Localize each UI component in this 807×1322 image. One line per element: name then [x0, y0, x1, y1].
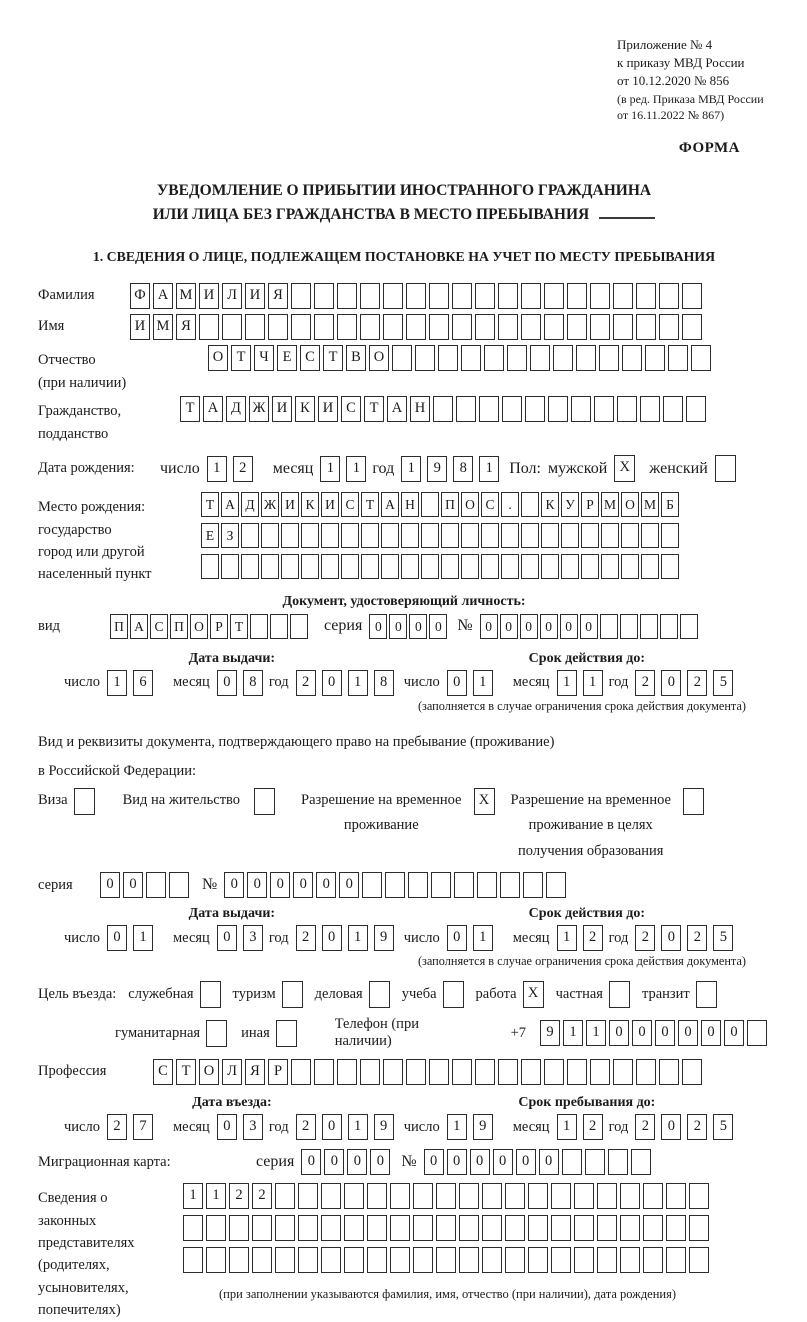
stay-until-year-cells[interactable]: 2 0 2 5	[635, 1114, 739, 1140]
birth-date-label: Дата рождения:	[38, 460, 135, 477]
purpose-option-other: иная	[241, 1020, 297, 1047]
month-label: месяц	[172, 674, 210, 691]
purpose-option-humanitarian: гуманитарная	[115, 1020, 227, 1047]
birth-place-cells-row2[interactable]: Е З	[201, 523, 681, 548]
day-label: число	[403, 929, 440, 946]
permit-expiry-month-cells[interactable]: 1 2	[557, 925, 609, 951]
migration-number-label: №	[401, 1153, 417, 1171]
field-visit-purpose-2	[115, 1016, 770, 1050]
migration-card-label: Миграционная карта:	[38, 1153, 171, 1170]
day-label: число	[64, 929, 100, 946]
doc-series-cells[interactable]: 0 0 0 0	[369, 614, 449, 639]
expiry-day-cells[interactable]: 0 1	[447, 670, 499, 696]
form-marker: ФОРМА	[678, 140, 740, 157]
month-label: месяц	[172, 929, 210, 946]
identity-doc-dates	[38, 651, 770, 696]
issue-year-cells[interactable]: 2 0 1 8	[296, 670, 400, 696]
field-representatives	[38, 1183, 770, 1322]
purpose-checkbox[interactable]	[696, 981, 717, 1008]
expiry-date-heading: Срок действия до:	[528, 650, 646, 666]
field-given-name	[38, 314, 770, 340]
birth-place-label: Место рождения: государство город или другой населенный пункт	[38, 499, 152, 583]
purpose-option-commercial: деловая	[315, 981, 390, 1008]
permit-issue-year-cells[interactable]: 2 0 1 9	[296, 925, 400, 951]
issue-date-heading: Дата выдачи:	[188, 906, 276, 922]
ref-line-edition: (в ред. Приказа МВД России	[617, 91, 764, 106]
birth-day-cells[interactable]: 1 2	[207, 456, 259, 482]
sex-female-label: женский	[649, 459, 708, 477]
representatives-note: (при заполнении указываются фамилия, имя, отчество (при наличии), дата рождения)	[218, 1287, 677, 1302]
year-label: год	[268, 929, 289, 946]
field-profession	[38, 1059, 770, 1085]
purpose-checkbox[interactable]	[369, 981, 390, 1008]
day-label: число	[160, 459, 200, 477]
purpose-option-work: работа X	[476, 981, 544, 1008]
patronymic-cells[interactable]: О Т Ч Е С Т В О	[208, 345, 714, 371]
ref-block	[617, 36, 807, 124]
field-birth-place	[38, 492, 770, 586]
migration-number-cells[interactable]: 0 0 0 0 0 0	[424, 1149, 654, 1175]
field-residence-doc-number	[38, 872, 770, 898]
sex-male-checkbox[interactable]: X	[614, 455, 635, 482]
surname-label: Фамилия	[38, 287, 95, 304]
edu-residence-permit-option	[511, 788, 704, 864]
month-label: месяц	[512, 929, 550, 946]
day-label: число	[64, 674, 100, 691]
purpose-checkbox[interactable]	[200, 981, 221, 1008]
issue-day-cells[interactable]: 1 6	[107, 670, 159, 696]
profession-cells[interactable]: С Т О Л Я Р	[153, 1059, 705, 1085]
identity-doc-heading: Документ, удостоверяющий личность:	[282, 593, 526, 609]
field-visit-purpose	[38, 981, 770, 1008]
edu-residence-permit-checkbox[interactable]	[683, 788, 704, 815]
ref-line: Приложение № 4	[617, 37, 713, 52]
visa-checkbox[interactable]	[74, 788, 95, 815]
year-label: год	[268, 1118, 289, 1135]
residence-permit-option	[123, 788, 275, 815]
stay-until-heading: Срок пребывания до:	[518, 1095, 656, 1111]
phone-cells[interactable]: 9 1 1 0 0 0 0 0 0	[540, 1020, 770, 1046]
sex-label: Пол:	[509, 459, 541, 477]
birth-place-cells-row1[interactable]: Т А Д Ж И К И С Т А Н П О С . К У Р М О М Б	[201, 492, 681, 517]
expiry-note: (заполняется в случае ограничения срока действия документа)	[417, 698, 746, 713]
stay-until-day-cells[interactable]: 1 9	[447, 1114, 499, 1140]
expiry-month-cells[interactable]: 1 1	[557, 670, 609, 696]
visa-label: Виза	[38, 791, 68, 808]
purpose-checkbox[interactable]	[206, 1020, 227, 1047]
day-label: число	[64, 1118, 100, 1135]
citizenship-cells[interactable]: Т А Д Ж И К И С Т А Н	[180, 396, 709, 422]
temp-residence-permit-option	[301, 788, 494, 839]
permit-issue-month-cells[interactable]: 0 3	[217, 925, 269, 951]
page-title-line1: УВЕДОМЛЕНИЕ О ПРИБЫТИИ ИНОСТРАННОГО ГРАЖДАНИНА	[156, 182, 652, 200]
entry-date-heading: Дата въезда:	[192, 1095, 272, 1111]
sex-male-label: мужской	[547, 459, 608, 477]
month-label: месяц	[512, 1118, 550, 1135]
year-label: год	[268, 674, 289, 691]
entry-day-cells[interactable]: 2 7	[107, 1114, 159, 1140]
profession-label: Профессия	[38, 1063, 107, 1080]
purpose-option-transit: транзит	[642, 981, 717, 1008]
representatives-cells-row2[interactable]	[183, 1215, 712, 1241]
day-label: число	[403, 1118, 440, 1135]
phone-label: Телефон (при наличии)	[334, 1016, 419, 1050]
doc-type-label: вид	[38, 617, 60, 634]
residence-permit-label: Вид на жительство	[122, 791, 241, 808]
field-citizenship	[38, 396, 770, 445]
page-title-line2: ИЛИ ЛИЦА БЕЗ ГРАЖДАНСТВА В МЕСТО ПРЕБЫВАНИЯ	[38, 203, 770, 227]
purpose-checkbox[interactable]	[282, 981, 303, 1008]
residence-doc-intro: Вид и реквизиты документа, подтверждающего право на пребывание (проживание) в Российской Федерации:	[38, 733, 555, 779]
month-label: месяц	[512, 674, 550, 691]
residence-doc-types	[38, 788, 770, 864]
field-birth-date	[38, 455, 770, 482]
field-surname	[38, 283, 770, 309]
purpose-option-study: учеба	[402, 981, 464, 1008]
year-label: год	[372, 459, 395, 477]
ref-line: к приказу МВД России	[617, 55, 745, 71]
doc-series-label: серия	[324, 617, 363, 635]
representatives-label: Сведения о законных представителях (родителях, усыновителях, попечителях)	[38, 1190, 135, 1319]
issue-date-heading: Дата выдачи:	[188, 650, 276, 666]
phone-prefix: +7	[510, 1024, 526, 1041]
permit-number-cells[interactable]: 0 0 0 0 0 0	[224, 872, 569, 898]
page-title	[38, 179, 770, 227]
entry-month-cells[interactable]: 0 3	[217, 1114, 269, 1140]
field-identity-doc	[38, 614, 770, 639]
month-label: месяц	[172, 1118, 210, 1135]
month-label: месяц	[272, 459, 314, 477]
ref-line-edition: от 16.11.2022 № 867)	[617, 108, 725, 123]
year-label: год	[608, 929, 629, 946]
edu-residence-permit-label: Разрешение на временное проживание в целях получения образования	[510, 791, 671, 859]
field-patronymic	[38, 345, 770, 394]
year-label: год	[608, 674, 629, 691]
section-1-heading: 1. СВЕДЕНИЯ О ЛИЦЕ, ПОДЛЕЖАЩЕМ ПОСТАНОВКЕ НА УЧЕТ ПО МЕСТУ ПРЕБЫВАНИЯ	[92, 249, 716, 265]
visit-purpose-label: Цель въезда:	[38, 986, 117, 1003]
doc-number-label: №	[457, 617, 473, 635]
permit-issue-day-cells[interactable]: 0 1	[107, 925, 159, 951]
purpose-option-private: частная	[556, 981, 630, 1008]
permit-series-label: серия	[38, 876, 73, 893]
field-migration-card	[38, 1149, 770, 1175]
stay-until-month-cells[interactable]: 1 2	[557, 1114, 609, 1140]
representatives-cells-row3[interactable]	[183, 1247, 712, 1273]
migration-series-label: серия	[256, 1153, 295, 1171]
migration-series-cells[interactable]: 0 0 0 0	[301, 1149, 393, 1175]
purpose-checkbox[interactable]	[276, 1020, 297, 1047]
surname-cells[interactable]: Ф А М И Л И Я	[130, 283, 705, 309]
doc-type-cells[interactable]: П А С П О Р Т	[110, 614, 310, 639]
expiry-date-heading: Срок действия до:	[528, 906, 646, 922]
purpose-option-business-trip: служебная	[128, 981, 220, 1008]
purpose-checkbox[interactable]: X	[523, 981, 544, 1008]
residence-permit-checkbox[interactable]	[254, 788, 275, 815]
birth-place-cells-row3[interactable]	[201, 554, 681, 579]
day-label: число	[403, 674, 440, 691]
issue-month-cells[interactable]: 0 8	[217, 670, 269, 696]
residence-doc-dates	[38, 906, 770, 951]
representatives-cells-row1[interactable]: 1 1 2 2	[183, 1183, 712, 1209]
temp-residence-permit-checkbox[interactable]: X	[474, 788, 495, 815]
ref-line: от 10.12.2020 № 856	[617, 73, 730, 89]
entry-year-cells[interactable]: 2 0 1 9	[296, 1114, 400, 1140]
permit-expiry-day-cells[interactable]: 0 1	[447, 925, 499, 951]
purpose-checkbox[interactable]	[609, 981, 630, 1008]
given-name-cells[interactable]: И М Я	[130, 314, 705, 340]
given-name-label: Имя	[38, 318, 65, 335]
purpose-option-tourism: туризм	[233, 981, 303, 1008]
permit-number-label: №	[202, 876, 218, 894]
title-blank-line	[599, 205, 655, 219]
expiry-year-cells[interactable]: 2 0 2 5	[635, 670, 739, 696]
visa-option	[38, 788, 95, 815]
purpose-checkbox[interactable]	[443, 981, 464, 1008]
permit-series-cells[interactable]: 0 0	[100, 872, 192, 898]
citizenship-label: Гражданство, подданство	[38, 403, 122, 442]
birth-month-cells[interactable]: 1 1	[320, 456, 372, 482]
year-label: год	[608, 1118, 629, 1135]
permit-expiry-year-cells[interactable]: 2 0 2 5	[635, 925, 739, 951]
sex-female-checkbox[interactable]	[715, 455, 736, 482]
expiry-note: (заполняется в случае ограничения срока действия документа)	[417, 954, 746, 969]
patronymic-label: Отчество (при наличии)	[38, 352, 127, 391]
doc-number-cells[interactable]: 0 0 0 0 0 0	[480, 614, 700, 639]
temp-residence-permit-label: Разрешение на временное проживание	[301, 791, 462, 834]
entry-dates	[38, 1095, 770, 1140]
birth-year-cells[interactable]: 1 9 8 1	[401, 456, 505, 482]
